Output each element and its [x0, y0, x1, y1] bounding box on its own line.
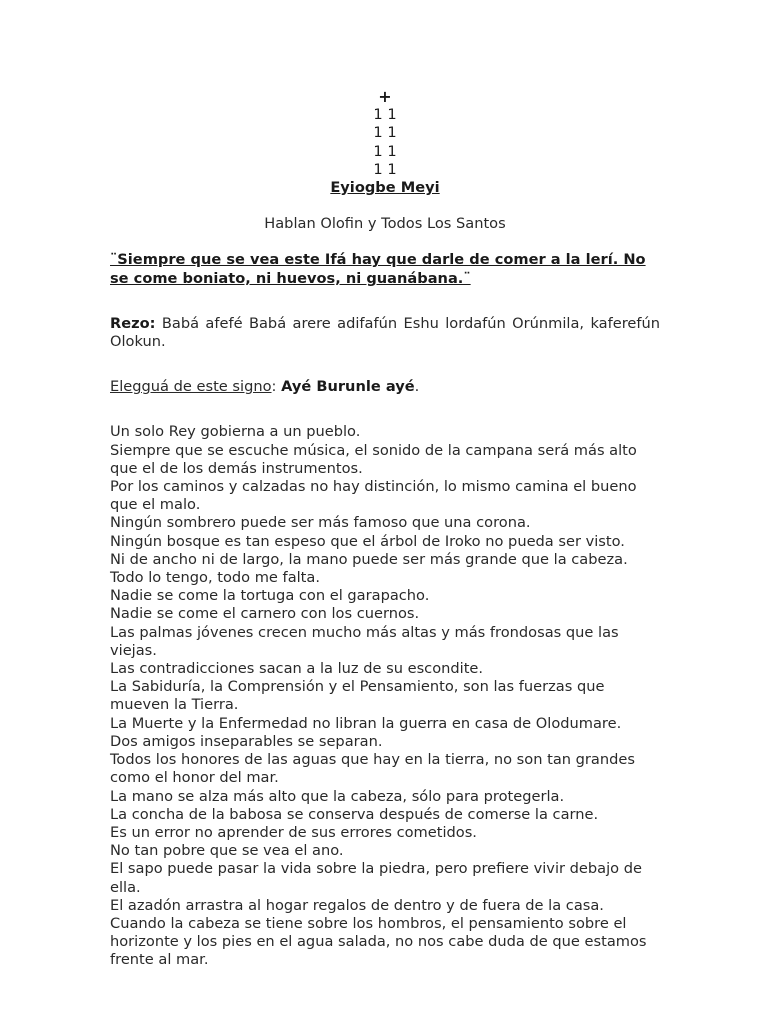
eleggua-line — [110, 378, 660, 396]
sign-row: 1 1 — [373, 142, 397, 160]
sayings-list — [110, 423, 660, 969]
eleggua-name: Ayé Burunle ayé — [281, 378, 415, 396]
saying-line: El sapo puede pasar la vida sobre la piedra, pero prefiere vivir debajo de ella. — [110, 860, 642, 896]
speakers-line: Hablan Olofin y Todos Los Santos — [264, 215, 506, 233]
saying-line: Dos amigos inseparables se separan. — [110, 732, 383, 750]
saying-line: La mano se alza más alto que la cabeza, sólo para protegerla. — [110, 787, 565, 805]
rezo-text: Babá afefé Babá arere adifafún Eshu lordafún Orúnmila, kaferefún Olokun. — [110, 314, 660, 351]
sign-row: 1 1 — [373, 106, 397, 124]
saying-line: Por los caminos y calzadas no hay distinción, lo mismo camina el bueno que el malo. — [110, 478, 637, 514]
saying-line: No tan pobre que se vea el ano. — [110, 842, 344, 860]
rezo-label: Rezo: — [110, 314, 156, 332]
saying-line: Todos los honores de las aguas que hay en la tierra, no son tan grandes como el honor del mar. — [110, 751, 635, 787]
eleggua-separator: : — [271, 378, 282, 396]
saying-line: El azadón arrastra al hogar regalos de dentro y de fuera de la casa. — [110, 896, 604, 914]
rezo-paragraph — [110, 315, 660, 351]
saying-line: Nadie se come la tortuga con el garapacho. — [110, 587, 430, 605]
saying-line: Ningún sombrero puede ser más famoso que una corona. — [110, 514, 531, 532]
sign-row: 1 1 — [373, 160, 397, 178]
sign-name-title: Eyiogbe Meyi — [330, 179, 440, 197]
document-page — [110, 88, 660, 970]
saying-line: Cuando la cabeza se tiene sobre los hombros, el pensamiento sobre el horizonte y los pies en el agua salada, no nos cabe duda de que estamos frente al mar. — [110, 914, 647, 969]
saying-line: Siempre que se escuche música, el sonido de la campana será más alto que el de los demás instrumentos. — [110, 441, 637, 477]
saying-line: Ningún bosque es tan espeso que el árbol de Iroko no pueda ser visto. — [110, 532, 625, 550]
saying-line: La concha de la babosa se conserva después de comerse la carne. — [110, 805, 599, 823]
saying-line: Ni de ancho ni de largo, la mano puede ser más grande que la cabeza. — [110, 550, 628, 568]
saying-line: Un solo Rey gobierna a un pueblo. — [110, 423, 361, 441]
saying-line: Es un error no aprender de sus errores cometidos. — [110, 823, 477, 841]
sign-row: 1 1 — [373, 124, 397, 142]
sign-top-mark: + — [378, 87, 392, 106]
saying-line: Las contradicciones sacan a la luz de su escondite. — [110, 660, 484, 678]
eleggua-end: . — [414, 378, 420, 396]
saying-line: La Sabiduría, la Comprensión y el Pensamiento, son las fuerzas que mueven la Tierra. — [110, 678, 605, 714]
saying-line: La Muerte y la Enfermedad no libran la guerra en casa de Olodumare. — [110, 714, 622, 732]
saying-line: Todo lo tengo, todo me falta. — [110, 569, 320, 587]
ifa-sign-figure — [110, 88, 660, 179]
eleggua-label: Elegguá de este signo — [110, 378, 272, 396]
key-quote: ¨Siempre que se vea este Ifá hay que darle de comer a la lerí. No se come boniato, ni huevos, ni guanábana.¨ — [110, 251, 646, 287]
saying-line: Nadie se come el carnero con los cuernos. — [110, 605, 420, 623]
saying-line: Las palmas jóvenes crecen mucho más altas y más frondosas que las viejas. — [110, 623, 619, 659]
